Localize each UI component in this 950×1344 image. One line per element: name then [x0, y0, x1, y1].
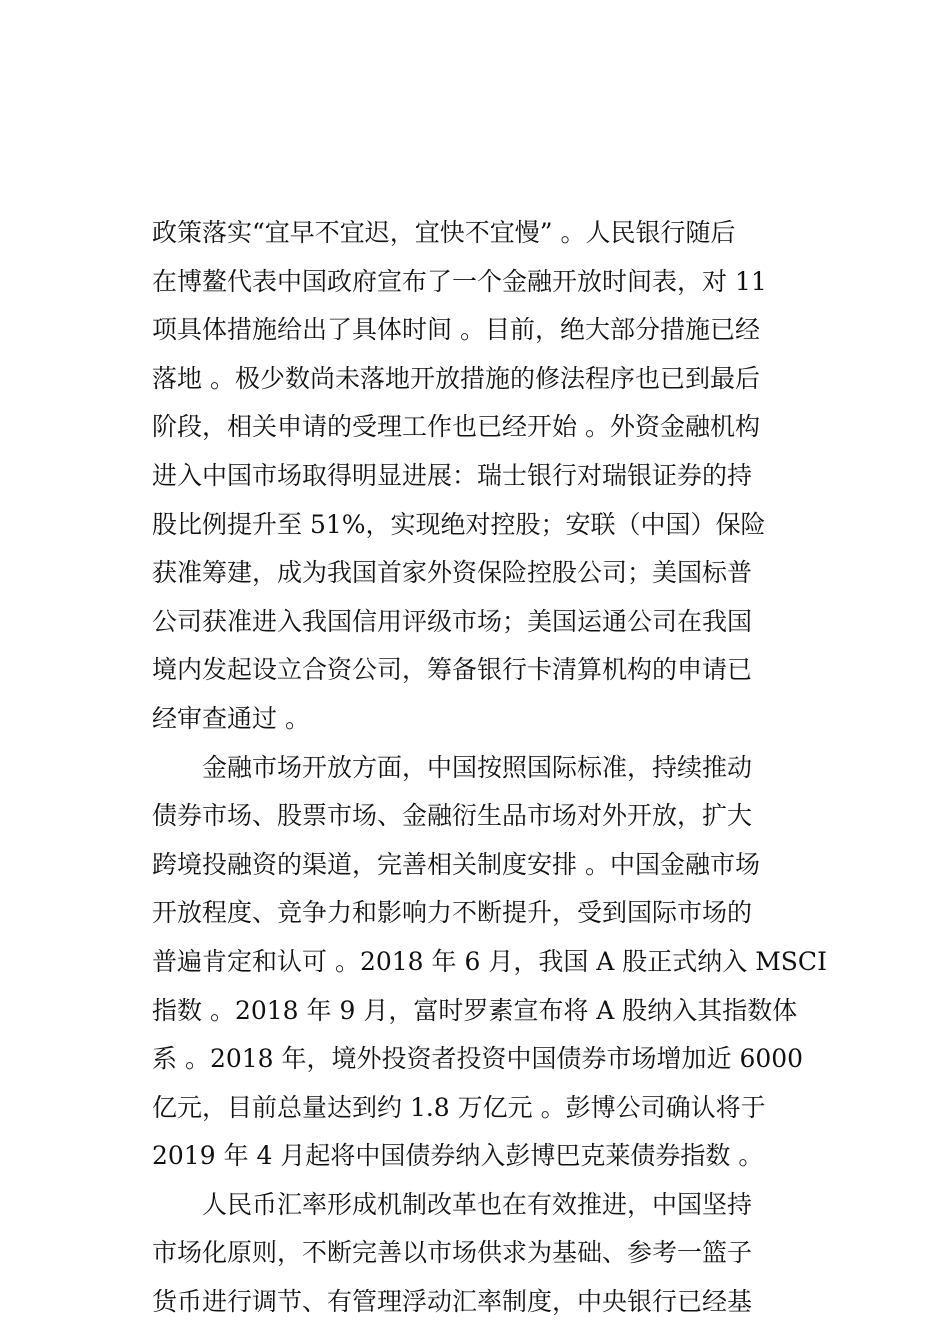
text-line: 项具体措施给出了具体时间 。目前，绝大部分措施已经 [152, 315, 760, 345]
text-line: 市场化原则，不断完善以市场供求为基础、参考一篮子 [152, 1238, 753, 1268]
text-line: 跨境投融资的渠道，完善相关制度安排 。中国金融市场 [152, 849, 760, 879]
text-line: 境内发起设立合资公司，筹备银行卡清算机构的申请已 [152, 655, 753, 685]
text-line: 亿元，目前总量达到约 1.8 万亿元 。彭博公司确认将于 [152, 1092, 766, 1122]
text-line: 经审查通过 。 [152, 703, 310, 733]
text-line: 获准筹建，成为我国首家外资保险控股公司；美国标普 [152, 558, 753, 588]
text-line: 公司获准进入我国信用评级市场；美国运通公司在我国 [152, 606, 753, 636]
document-body [152, 209, 832, 1327]
text-line: 货币进行调节、有管理浮动汇率制度，中央银行已经基 [152, 1287, 753, 1317]
text-line: 开放程度、竞争力和影响力不断提升，受到国际市场的 [152, 898, 753, 928]
text-line: 普遍肯定和认可 。2018 年 6 月，我国 A 股正式纳入 MSCI [152, 946, 827, 976]
text-line: 系 。2018 年，境外投资者投资中国债券市场增加近 6000 [152, 1044, 804, 1074]
text-line: 人民币汇率形成机制改革也在有效推进，中国坚持 [152, 1189, 753, 1219]
text-line: 指数 。2018 年 9 月，富时罗素宣布将 A 股纳入其指数体 [152, 995, 798, 1025]
text-line: 债券市场、股票市场、金融衍生品市场对外开放，扩大 [152, 801, 753, 831]
text-line: 在博鳌代表中国政府宣布了一个金融开放时间表，对 11 [152, 266, 767, 296]
text-line: 金融市场开放方面，中国按照国际标准，持续推动 [152, 752, 753, 782]
text-line: 政策落实“宜早不宜迟，宜快不宜慢” 。人民银行随后 [152, 218, 736, 247]
text-line: 落地 。极少数尚未落地开放措施的修法程序也已到最后 [152, 363, 760, 393]
text-line: 阶段，相关申请的受理工作也已经开始 。外资金融机构 [152, 412, 760, 442]
text-line: 2019 年 4 月起将中国债券纳入彭博巴克莱债券指数 。 [152, 1141, 764, 1171]
text-line: 进入中国市场取得明显进展：瑞士银行对瑞银证券的持 [152, 460, 753, 490]
text-line: 股比例提升至 51%，实现绝对控股；安联（中国）保险 [152, 509, 766, 539]
